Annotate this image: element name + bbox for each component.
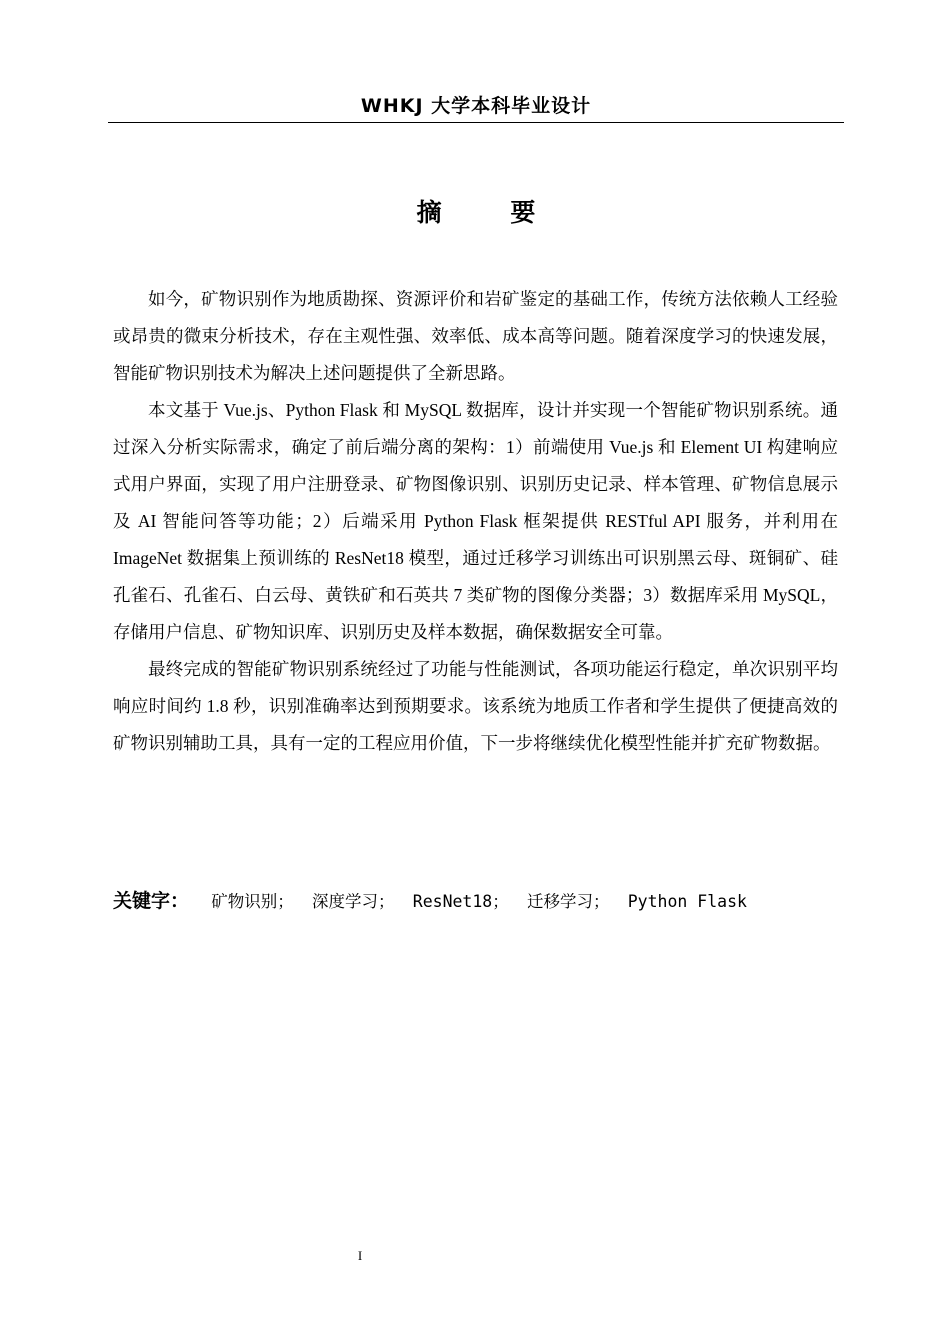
header-divider [108, 122, 844, 123]
keyword-item: 迁移学习； [527, 892, 610, 911]
abstract-paragraph: 最终完成的智能矿物识别系统经过了功能与性能测试，各项功能运行稳定，单次识别平均响应时间约 1.8 秒，识别准确率达到预期要求。该系统为地质工作者和学生提供了便捷高效的矿物识别辅助工具，具有一定的工程应用价值，下一步将继续优化模型性能并扩充矿物数据。 [113, 659, 838, 753]
running-header-title: WHKJ 大学本科毕业设计 [360, 95, 592, 117]
keyword-item: Python Flask [627, 892, 747, 911]
abstract-paragraph: 如今，矿物识别作为地质勘探、资源评价和岩矿鉴定的基础工作，传统方法依赖人工经验或昂贵的微束分析技术，存在主观性强、效率低、成本高等问题。随着深度学习的快速发展，智能矿物识别技术为解决上述问题提供了全新思路。 [113, 289, 838, 383]
keywords-line [113, 886, 843, 913]
page-number: I [357, 1248, 363, 1263]
abstract-title: 摘 要 [416, 198, 566, 227]
keyword-item: ResNet18； [412, 892, 509, 911]
abstract-paragraph: 本文基于 Vue.js、Python Flask 和 MySQL 数据库，设计并实现一个智能矿物识别系统。通过深入分析实际需求，确定了前后端分离的架构：1）前端使用 Vue.js 和 Element UI 构建响应式用户界面，实现了用户注册登录、矿物图像识别、识别历史记录、样本管理、矿物信息展示及 AI 智能问答等功能；2）后端采用 Python Flask 框架提供 RESTful API 服务，并利用在 ImageNet 数据集上预训练的 ResNet18 模型，通过迁移学习训练出可识别黑云母、斑铜矿、硅孔雀石、孔雀石、白云母、黄铁矿和石英共 7 类矿物的图像分类器；3）数据库采用 MySQL，存储用户信息、矿物知识库、识别历史及样本数据，确保数据安全可靠。 [113, 400, 838, 642]
keywords-label: 关键字： [113, 890, 190, 912]
abstract-body [113, 281, 838, 762]
keyword-item: 矿物识别； [211, 892, 294, 911]
keyword-item: 深度学习； [312, 892, 395, 911]
